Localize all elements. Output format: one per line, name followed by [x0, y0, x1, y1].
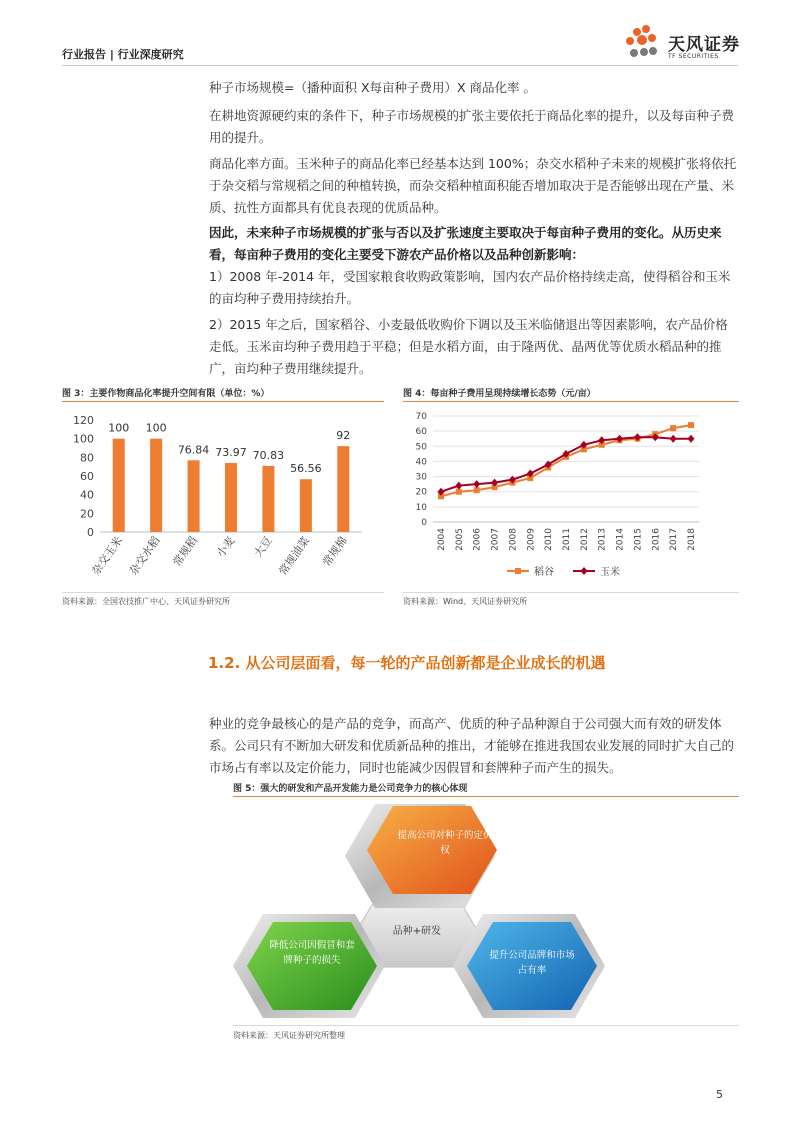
y-tick-label: 60: [415, 427, 427, 438]
x-tick-label: 常规油菜: [276, 534, 313, 578]
figure4-line-chart: [403, 404, 739, 592]
x-tick-label: 2018: [687, 528, 697, 551]
x-tick-label: 2016: [651, 528, 662, 551]
bar: [188, 460, 200, 532]
left-hexagon-label: 降低公司因假冒和套牌种子的损失: [269, 940, 355, 966]
bar-value-label: 100: [145, 421, 167, 435]
paragraph: 1）2008 年-2014 年，受国家粮食收购政策影响，国内农产品价格持续走高，使得稻谷和玉米的亩均种子费用持续抬升。: [209, 269, 731, 306]
top-hexagon-label: 提高公司对种子的定价权: [397, 830, 493, 856]
section-heading: 1.2. 从公司层面看，每一轮的产品创新都是企业成长的机遇: [208, 654, 606, 672]
legend-marker: [581, 567, 588, 575]
bar: [113, 439, 125, 532]
figure3-source: 资料来源：全国农技推广中心、天风证券研究所: [62, 597, 230, 606]
x-tick-label: 2011: [562, 528, 572, 551]
bar-value-label: 56.56: [290, 462, 322, 476]
figure3-title: 图 3：主要作物商品化率提升空间有限（单位：%）: [62, 389, 270, 399]
x-tick-label: 2015: [633, 528, 644, 551]
x-tick-label: 常规稻: [170, 534, 201, 569]
legend-label: 稻谷: [534, 567, 554, 578]
x-tick-label: 2004: [437, 528, 447, 551]
y-tick-label: 40: [80, 488, 94, 502]
figure5-rule: [233, 796, 739, 797]
x-tick-label: 大豆: [251, 534, 275, 560]
y-tick-label: 20: [80, 507, 94, 521]
x-tick-label: 2014: [615, 528, 626, 551]
x-tick-label: 2012: [579, 528, 590, 551]
figure4-rule: [403, 401, 739, 402]
figure3-rule: [62, 401, 384, 402]
figure3-bottom-rule: [62, 592, 384, 593]
x-tick-label: 杂交水稻: [126, 534, 163, 578]
y-tick-label: 40: [415, 457, 427, 468]
y-tick-label: 0: [421, 518, 427, 528]
data-point: [688, 422, 694, 428]
bar: [225, 463, 237, 532]
paragraph: 2）2015 年之后，国家稻谷、小麦最低收购价下调以及玉米临储退出等因素影响，农产品价格走低。玉米亩均种子费用趋于平稳；但是水稻方面，由于隆两优、晶两优等优质水稻品种的推广，亩均种子费用继续提升。: [209, 317, 728, 376]
logo-subtext: TF SECURITIES: [668, 53, 719, 60]
x-tick-label: 2006: [472, 528, 483, 551]
legend-label: 玉米: [600, 567, 620, 578]
bar-value-label: 76.84: [177, 443, 210, 457]
y-tick-label: 30: [415, 472, 427, 483]
x-tick-label: 2005: [454, 528, 465, 551]
data-point: [670, 425, 676, 431]
paragraph-section: 种业的竞争最核心的是产品的竞争，而高产、优质的种子品种源自于公司强大而有效的研发体系。公司只有不断加大研发和优质新品种的推出，才能够在推进我国农业发展的同时扩大自己的市场占有率以及定价能力，同时也能减少因假冒和套牌种子而产生的损失。: [209, 716, 735, 775]
y-tick-label: 20: [415, 487, 427, 498]
y-tick-label: 0: [87, 526, 94, 539]
x-tick-label: 2007: [490, 528, 501, 551]
figure5-bottom-rule: [233, 1025, 739, 1026]
x-tick-label: 2008: [508, 528, 519, 551]
y-tick-label: 60: [80, 470, 94, 483]
paragraph-emphasis: 因此，未来种子市场规模的扩张与否以及扩张速度主要取决于每亩种子费用的变化。从历史来看，每亩种子费用的变化主要受下游农产品价格以及品种创新影响：: [209, 225, 722, 262]
figure3-bar-chart: [62, 404, 384, 592]
bar-value-label: 92: [336, 429, 351, 443]
paragraph-formula: 种子市场规模=（播种面积 X每亩种子费用）X 商品化率 。: [209, 80, 537, 95]
y-tick-label: 100: [73, 432, 94, 446]
x-tick-label: 常规棉: [320, 534, 350, 569]
x-tick-label: 2017: [669, 528, 680, 551]
bar-value-label: 100: [108, 421, 130, 435]
figure5-diagram: [233, 798, 739, 1023]
figure4-bottom-rule: [403, 592, 739, 593]
figure5-title: 图 5：强大的研发和产品开发能力是公司竞争力的核心体现: [233, 784, 468, 794]
x-tick-label: 2013: [597, 528, 608, 551]
y-tick-label: 80: [80, 451, 94, 465]
header-title: 行业报告 | 行业深度研究: [62, 48, 184, 61]
bar: [300, 479, 312, 532]
y-tick-label: 70: [415, 412, 427, 422]
bar-value-label: 70.83: [252, 448, 285, 462]
x-tick-label: 杂交玉米: [89, 534, 126, 578]
header-divider: [62, 65, 738, 66]
figure4-title: 图 4：每亩种子费用呈现持续增长态势（元/亩）: [403, 389, 596, 399]
x-tick-label: 2009: [526, 528, 537, 551]
bar: [262, 466, 274, 532]
center-label: 品种+研发: [392, 926, 442, 937]
x-tick-label: 2010: [544, 528, 555, 551]
data-point: [473, 480, 480, 488]
page-number: 5: [716, 1088, 723, 1101]
y-tick-label: 120: [73, 414, 94, 427]
figure4-source: 资料来源：Wind、天风证券研究所: [403, 597, 528, 606]
y-tick-label: 10: [415, 502, 427, 513]
x-tick-label: 小麦: [214, 534, 238, 560]
figure5-source: 资料来源：天风证券研究所整理: [233, 1031, 345, 1040]
bar-value-label: 73.97: [215, 445, 247, 459]
right-hexagon-label: 提升公司品牌和市场占有率: [489, 950, 575, 976]
data-point: [455, 482, 462, 490]
bar: [150, 439, 162, 532]
y-tick-label: 50: [415, 442, 427, 453]
bar: [337, 446, 349, 532]
logo-text: 天风证券: [668, 35, 740, 55]
logo-icon: [622, 24, 670, 68]
data-point: [688, 435, 695, 443]
paragraph: 商品化率方面。玉米种子的商品化率已经基本达到 100%；杂交水稻种子未来的规模扩张将依托于杂交稻与常规稻之间的种植转换，而杂交稻种植面积能否增加取决于是否能够出现在产量、米质、抗性方面都具有优良表现的优质品种。: [209, 156, 737, 215]
legend-marker: [515, 568, 521, 574]
data-point: [670, 435, 677, 443]
paragraph: 在耕地资源硬约束的条件下，种子市场规模的扩张主要依托于商品化率的提升，以及每亩种子费用的提升。: [209, 108, 735, 145]
